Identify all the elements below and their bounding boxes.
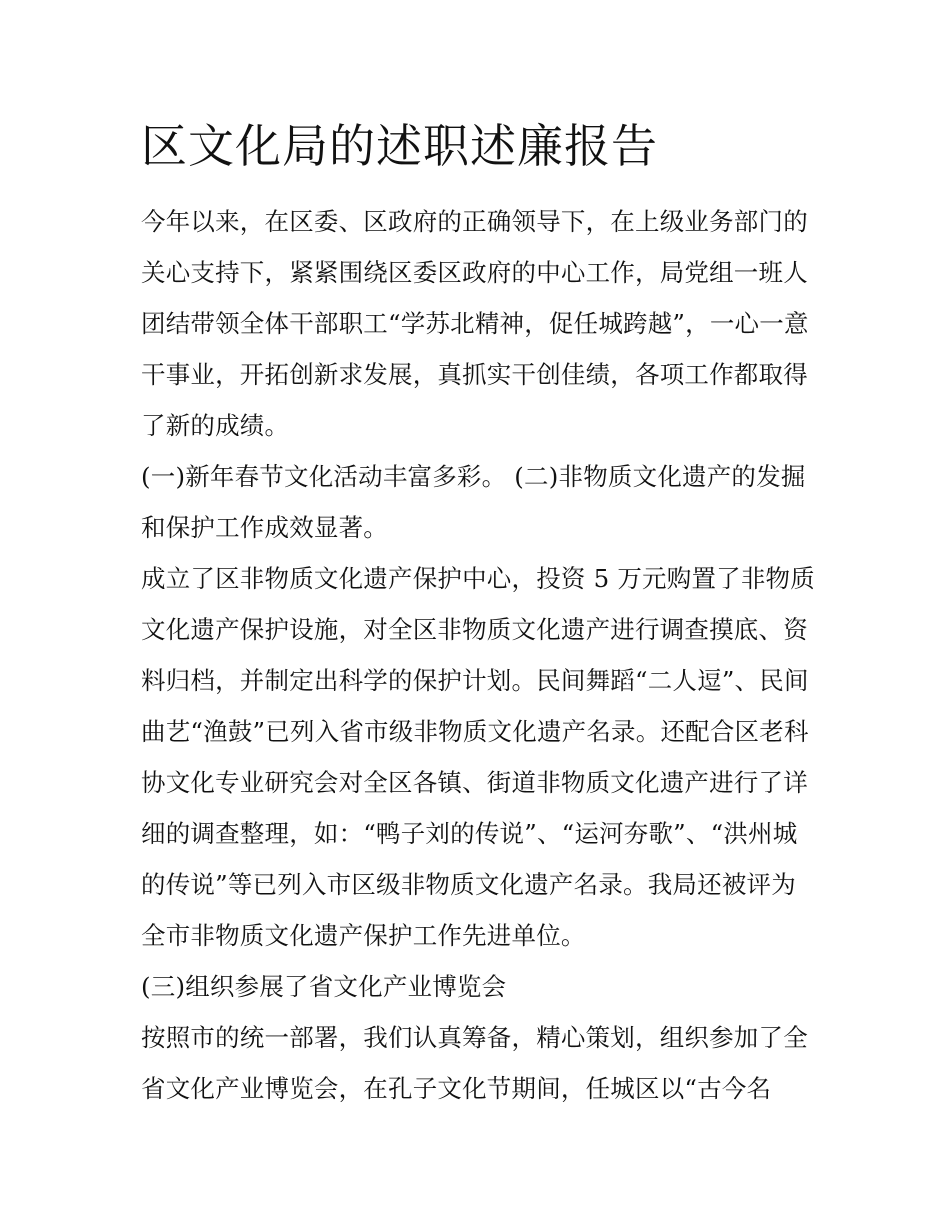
text-line: 成立了区非物质文化遗产保护中心，投资 5 万元购置了非物质 (141, 564, 815, 593)
text-line: 今年以来，在区委、区政府的正确领导下，在上级业务部门的 (141, 207, 808, 236)
text-line: 了新的成绩。 (141, 411, 290, 440)
text-line: 和保护工作成效显著。 (141, 513, 388, 542)
text-line: 协文化专业研究会对全区各镇、街道非物质文化遗产进行了详 (141, 768, 808, 797)
document-body (141, 196, 821, 1114)
text-line: 曲艺“渔鼓”已列入省市级非物质文化遗产名录。还配合区老科 (141, 717, 809, 746)
text-line: 全市非物质文化遗产保护工作先进单位。 (141, 921, 586, 950)
text-line: 细的调查整理，如：“鸭子刘的传说”、“运河夯歌”、“洪州城 (141, 819, 798, 848)
text-line: 团结带领全体干部职工“学苏北精神，促任城跨越”，一心一意 (141, 309, 809, 338)
text-line: 按照市的统一部署，我们认真筹备，精心策划，组织参加了全 (141, 1023, 808, 1052)
section-heading-line: (三)组织参展了省文化产业博览会 (141, 972, 507, 1001)
text-line: 关心支持下，紧紧围绕区委区政府的中心工作，局党组一班人 (141, 258, 808, 287)
document-title: 区文化局的述职述廉报告 (141, 119, 658, 173)
text-line: 省文化产业博览会，在孔子文化节期间，任城区以“古今名 (141, 1074, 772, 1103)
text-line: 的传说”等已列入市区级非物质文化遗产名录。我局还被评为 (141, 870, 796, 899)
text-line: 文化遗产保护设施，对全区非物质文化遗产进行调查摸底、资 (141, 615, 808, 644)
text-line: 料归档，并制定出科学的保护计划。民间舞蹈“二人逗”、民间 (141, 666, 809, 695)
text-line: 干事业，开拓创新求发展，真抓实干创佳绩，各项工作都取得 (141, 360, 808, 389)
section-heading-line: (一)新年春节文化活动丰富多彩。 (二)非物质文化遗产的发掘 (141, 462, 806, 491)
